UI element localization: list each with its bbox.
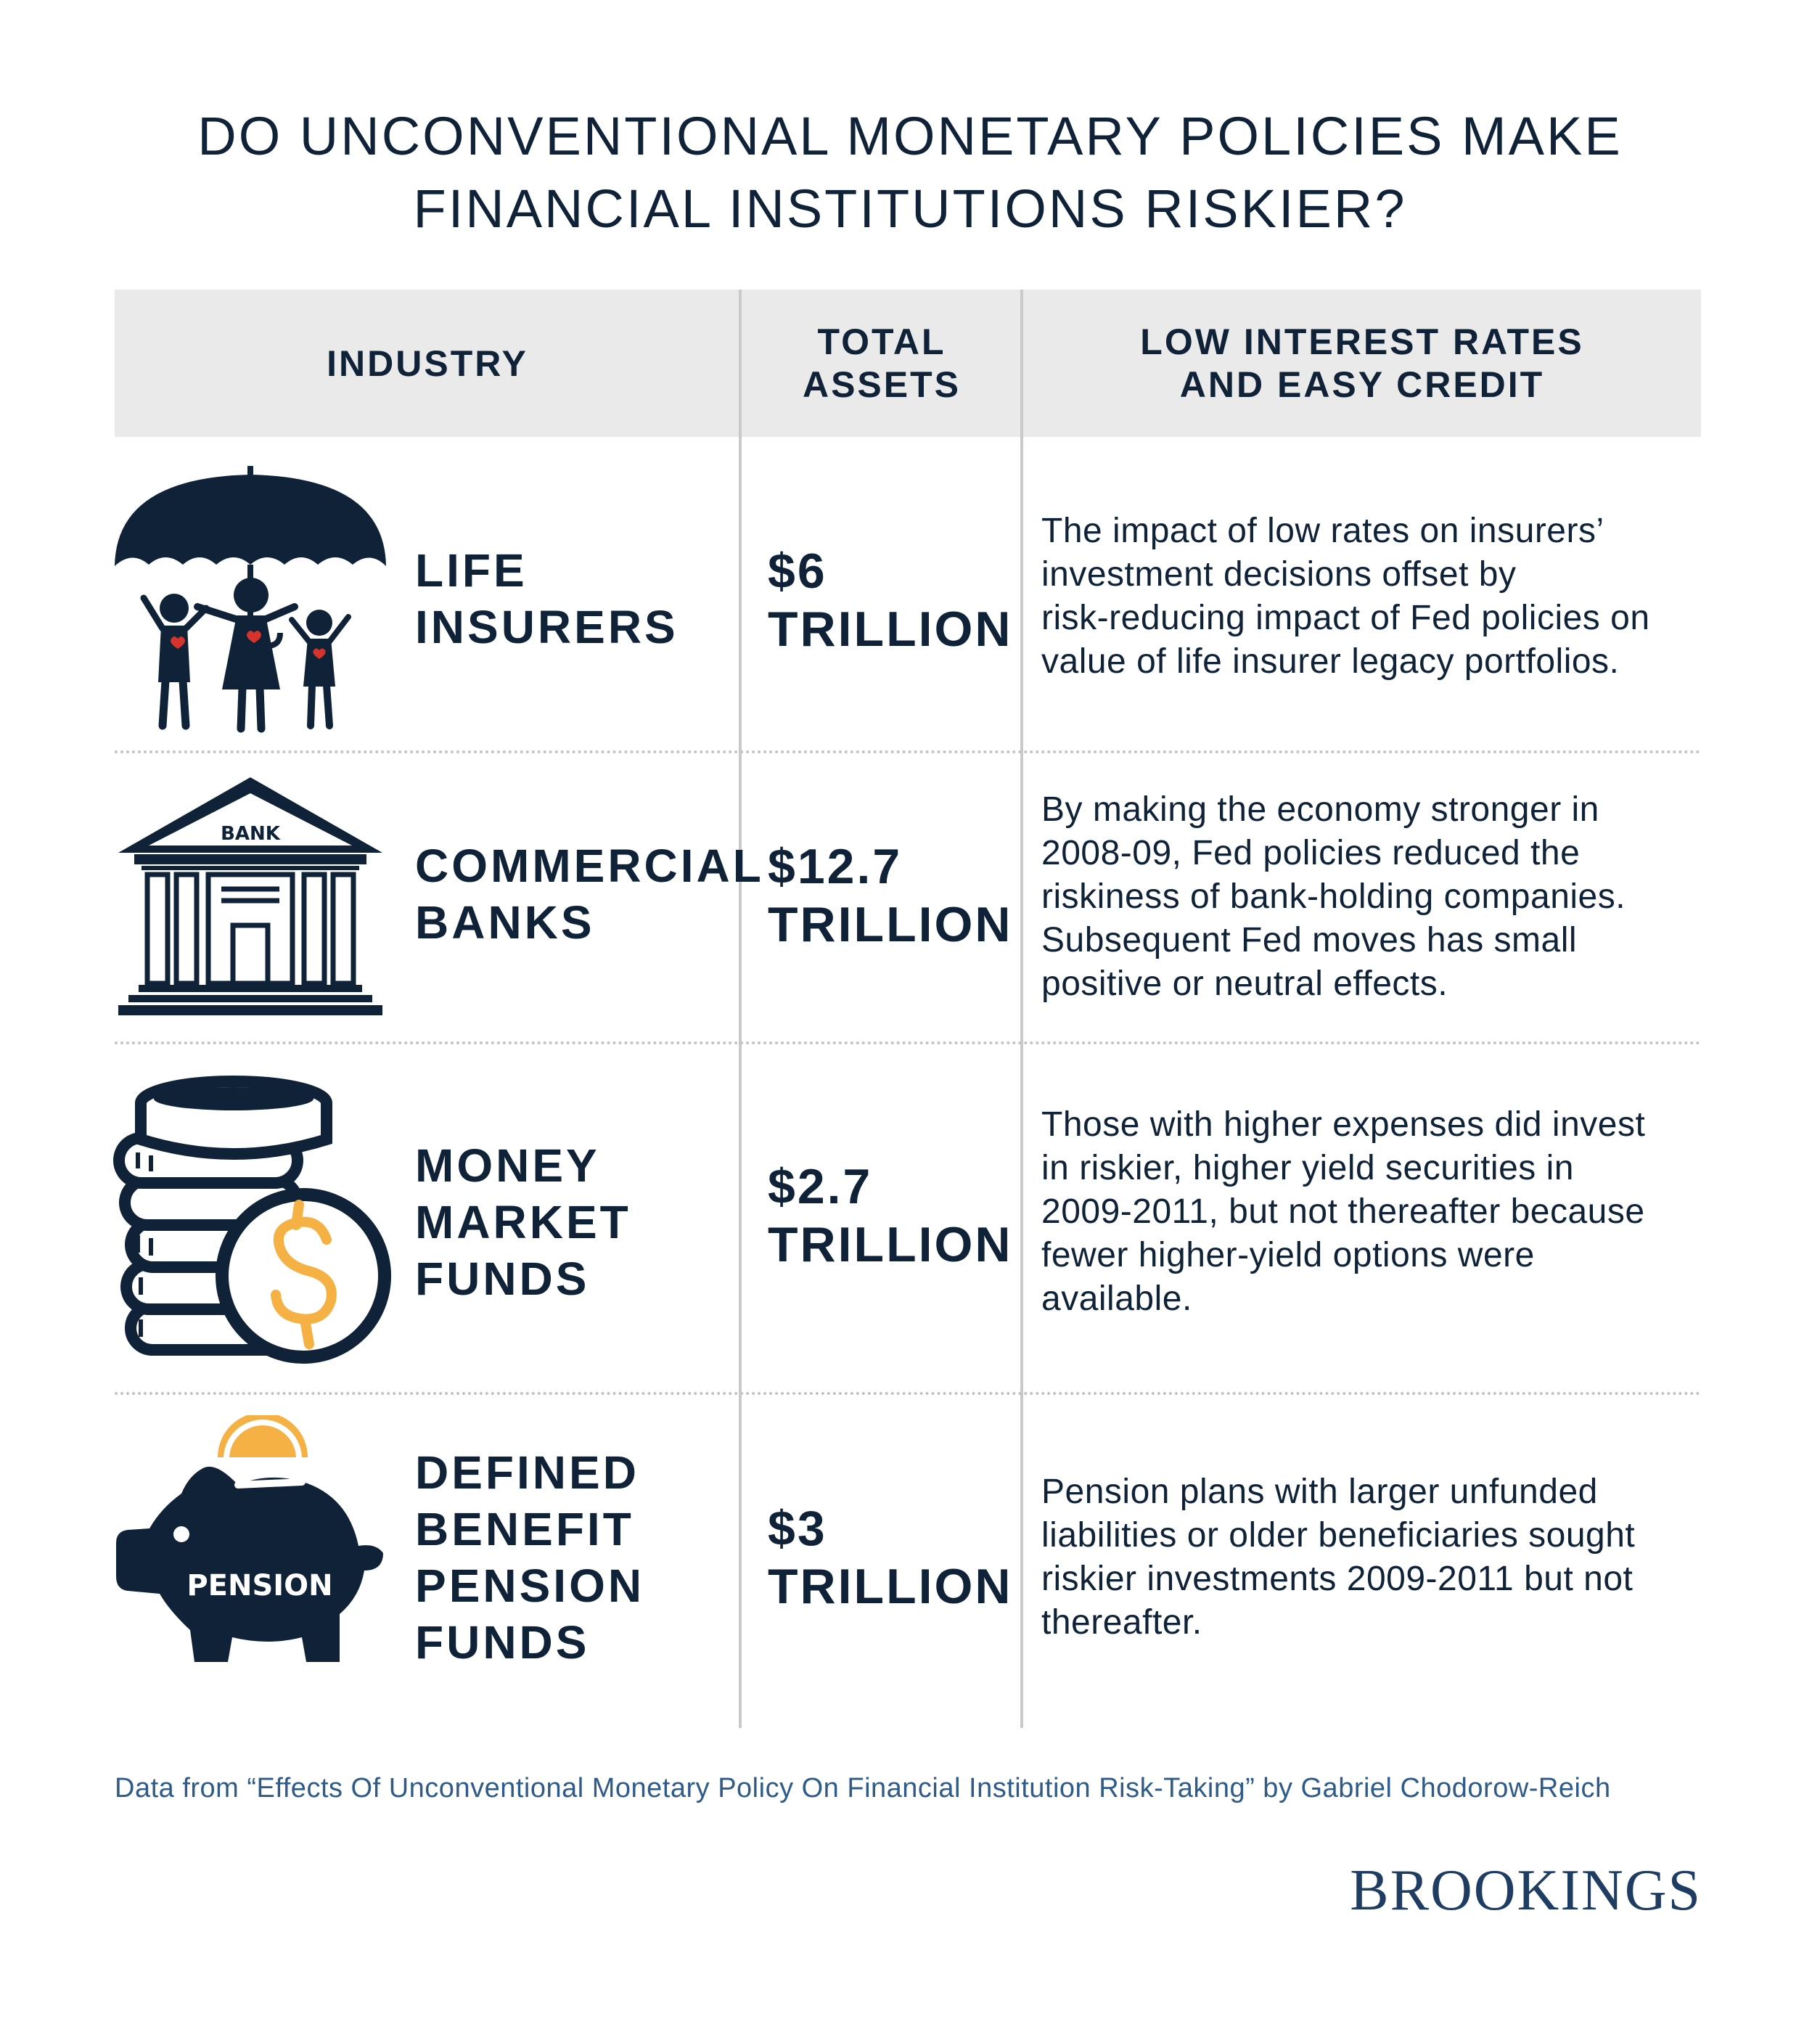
header-industry-label: INDUSTRY (327, 343, 528, 384)
assets-unit: TRILLION (768, 897, 1013, 952)
industry-name-line: INSURERS (415, 601, 679, 653)
effect-commercial-banks (1041, 788, 1694, 1006)
effect-line: By making the economy stronger in (1041, 790, 1599, 829)
industry-name-line: PENSION (415, 1560, 645, 1612)
bank-building-icon (112, 773, 388, 1020)
effect-line: liabilities or older beneficiaries sought (1041, 1516, 1636, 1555)
industry-name-commercial-banks (415, 838, 764, 951)
assets-value: $6 (768, 544, 827, 599)
assets-commercial-banks (768, 838, 1013, 954)
umbrella-family-icon (109, 464, 392, 733)
row-separator-3 (115, 1392, 1701, 1395)
industry-name-line: FUNDS (415, 1253, 590, 1305)
header-assets-line-1: TOTAL (817, 322, 946, 362)
effect-line: 2009-2011, but not thereafter because (1041, 1192, 1645, 1231)
industry-name-line: FUNDS (415, 1616, 590, 1668)
assets-value: $2.7 (768, 1159, 873, 1214)
industry-name-line: COMMERCIAL (415, 840, 764, 892)
effect-line: 2008-09, Fed policies reduced the (1041, 834, 1581, 872)
effect-line: riskier investments 2009-2011 but not (1041, 1560, 1634, 1598)
source-citation: Data from “Effects Of Unconventional Monetary Policy On Financial Institution Risk-Taking” by Gabriel Chodorow-Reich (115, 1773, 1611, 1803)
assets-life-insurers (768, 542, 1013, 658)
header-assets-line-2: ASSETS (802, 364, 962, 405)
industry-name-life-insurers (415, 542, 679, 655)
brookings-logo: BROOKINGS (1350, 1859, 1702, 1923)
bank-label: BANK (221, 823, 280, 845)
header-industry (115, 343, 740, 385)
header-effect-line-2: AND EASY CREDIT (1179, 364, 1545, 405)
header-low-rates (1023, 321, 1701, 406)
effect-line: riskiness of bank-holding companies. (1041, 877, 1626, 916)
industry-name-line: BANKS (415, 896, 595, 949)
effect-line: Subsequent Fed moves has small (1041, 921, 1578, 959)
piggy-bank-icon (109, 1415, 392, 1698)
pension-label: PENSION (186, 1569, 333, 1602)
effect-pension-funds (1041, 1470, 1694, 1645)
effect-line: in riskier, higher yield securities in (1041, 1149, 1574, 1187)
assets-unit: TRILLION (768, 602, 1013, 657)
industry-name-line: MONEY (415, 1139, 600, 1192)
effect-line: Pension plans with larger unfunded (1041, 1473, 1598, 1511)
effect-line: risk-reducing impact of Fed policies on (1041, 599, 1650, 637)
industry-name-line: DEFINED (415, 1446, 639, 1499)
column-divider-1 (739, 290, 742, 1728)
effect-line: thereafter. (1041, 1603, 1202, 1642)
effect-line: Those with higher expenses did invest (1041, 1105, 1646, 1144)
industry-name-money-market-funds (415, 1137, 631, 1307)
effect-money-market-funds (1041, 1103, 1694, 1321)
header-total-assets (742, 321, 1022, 406)
effect-line: value of life insurer legacy portfolios. (1041, 642, 1620, 681)
effect-line: The impact of low rates on insurers’ (1041, 512, 1604, 550)
title-line-2: FINANCIAL INSTITUTIONS RISKIER? (413, 179, 1407, 239)
title-line-1: DO UNCONVENTIONAL MONETARY POLICIES MAKE (197, 106, 1623, 166)
assets-money-market-funds (768, 1158, 1013, 1274)
industry-name-line: MARKET (415, 1196, 631, 1248)
effect-line: fewer higher-yield options were (1041, 1236, 1535, 1274)
assets-value: $12.7 (768, 839, 903, 894)
industry-name-pension-funds (415, 1444, 644, 1671)
header-effect-line-1: LOW INTEREST RATES (1140, 322, 1584, 362)
row-separator-1 (115, 750, 1701, 753)
page-title (0, 100, 1820, 245)
row-separator-2 (115, 1041, 1701, 1044)
effect-line: available. (1041, 1279, 1192, 1318)
assets-pension-funds (768, 1499, 1013, 1616)
assets-unit: TRILLION (768, 1217, 1013, 1272)
column-divider-2 (1020, 290, 1023, 1728)
industry-name-line: LIFE (415, 544, 528, 597)
industry-name-line: BENEFIT (415, 1503, 634, 1555)
effect-line: investment decisions offset by (1041, 555, 1517, 594)
assets-unit: TRILLION (768, 1559, 1013, 1614)
assets-value: $3 (768, 1501, 827, 1556)
coin-stack-dollar-icon (109, 1074, 392, 1372)
effect-line: positive or neutral effects. (1041, 965, 1448, 1003)
effect-life-insurers (1041, 509, 1694, 684)
